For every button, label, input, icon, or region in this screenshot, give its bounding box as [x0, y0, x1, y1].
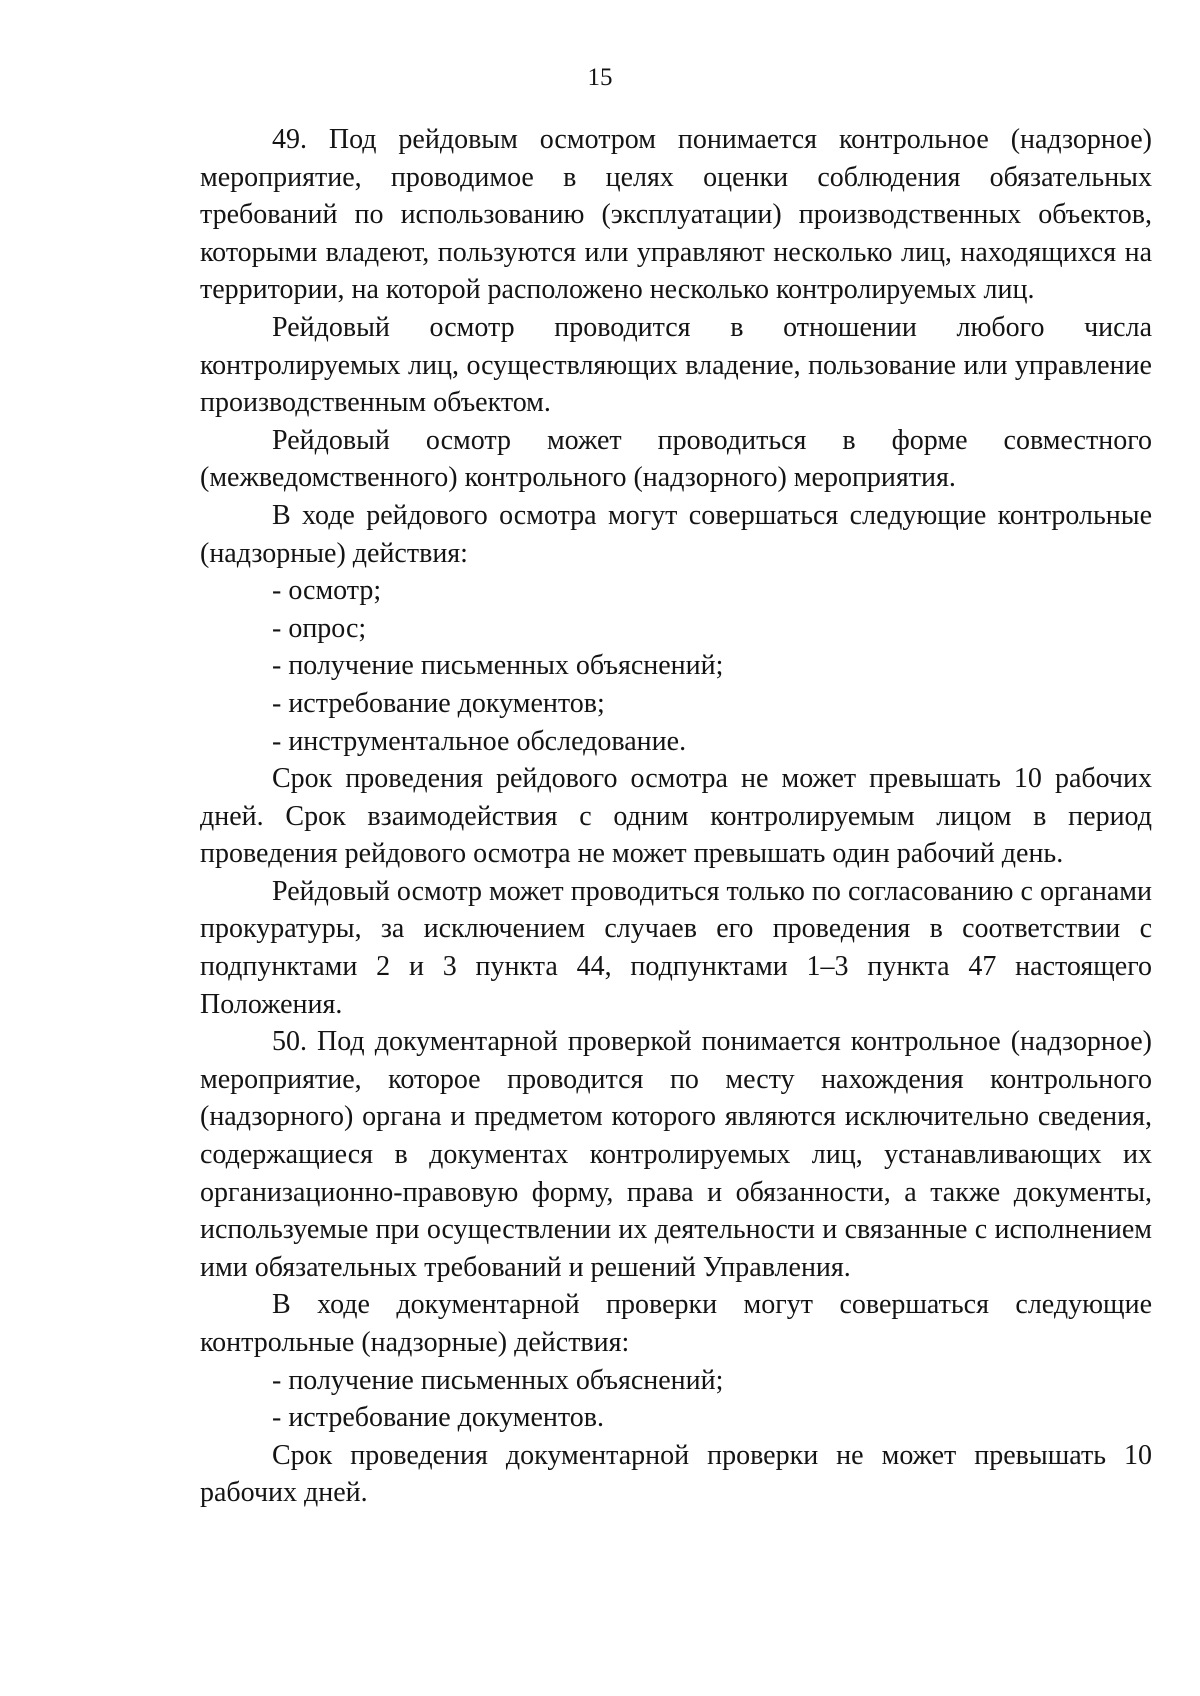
- document-body: [200, 121, 1152, 1512]
- paragraph-doc-check-duration: Срок проведения документарной проверки не может превышать 10 рабочих дней.: [200, 1439, 1152, 1509]
- list-item: - осмотр;: [272, 575, 382, 607]
- list-item: - получение письменных объяснений;: [272, 650, 724, 682]
- paragraph-raid-joint-form: Рейдовый осмотр может проводиться в форме совместного (межведомственного) контрольного (надзорного) мероприятия.: [200, 424, 1152, 494]
- page-number: 15: [587, 64, 613, 91]
- list-item: - истребование документов;: [272, 687, 605, 719]
- list-item: - истребование документов.: [272, 1402, 604, 1434]
- paragraph-raid-scope: Рейдовый осмотр проводится в отношении любого числа контролируемых лиц, осуществляющих владение, пользование или управление производственным объектом.: [200, 311, 1152, 419]
- list-item: - получение письменных объяснений;: [272, 1364, 724, 1396]
- paragraph-raid-duration: Срок проведения рейдового осмотра не может превышать 10 рабочих дней. Срок взаимодействия с одним контролируемым лицом в период проведения рейдового осмотра не может превышать один рабочий день.: [200, 763, 1152, 870]
- list-item: - инструментальное обследование.: [272, 725, 687, 757]
- paragraph-item-49: 49. Под рейдовым осмотром понимается контрольное (надзорное) мероприятие, проводимое в целях оценки соблюдения обязательных требований по использованию (эксплуатации) производственных объектов, которыми владеют, пользуются или управляют несколько лиц, находящихся на территории, на которой расположено несколько контролируемых лиц.: [200, 124, 1152, 306]
- list-item: - опрос;: [272, 612, 367, 644]
- paragraph-item-50: 50. Под документарной проверкой понимается контрольное (надзорное) мероприятие, которое проводится по месту нахождения контрольного (надзорного) органа и предметом которого являются исключительно сведения, содержащиеся в документах контролируемых лиц, устанавливающих их организационно-правовую форму, права и обязанности, а также документы, используемые при осуществлении их деятельности и связанные с исполнением ими обязательных требований и решений Управления.: [200, 1026, 1152, 1283]
- paragraph-raid-actions-intro: В ходе рейдового осмотра могут совершаться следующие контрольные (надзорные) действия:: [200, 499, 1152, 569]
- paragraph-raid-prosecutor-approval: Рейдовый осмотр может проводиться только по согласованию с органами прокуратуры, за исключением случаев его проведения в соответствии с подпунктами 2 и 3 пункта 44, подпунктами 1–3 пункта 47 настоящего Положения.: [200, 875, 1152, 1020]
- paragraph-doc-check-actions-intro: В ходе документарной проверки могут совершаться следующие контрольные (надзорные) действия:: [200, 1289, 1152, 1358]
